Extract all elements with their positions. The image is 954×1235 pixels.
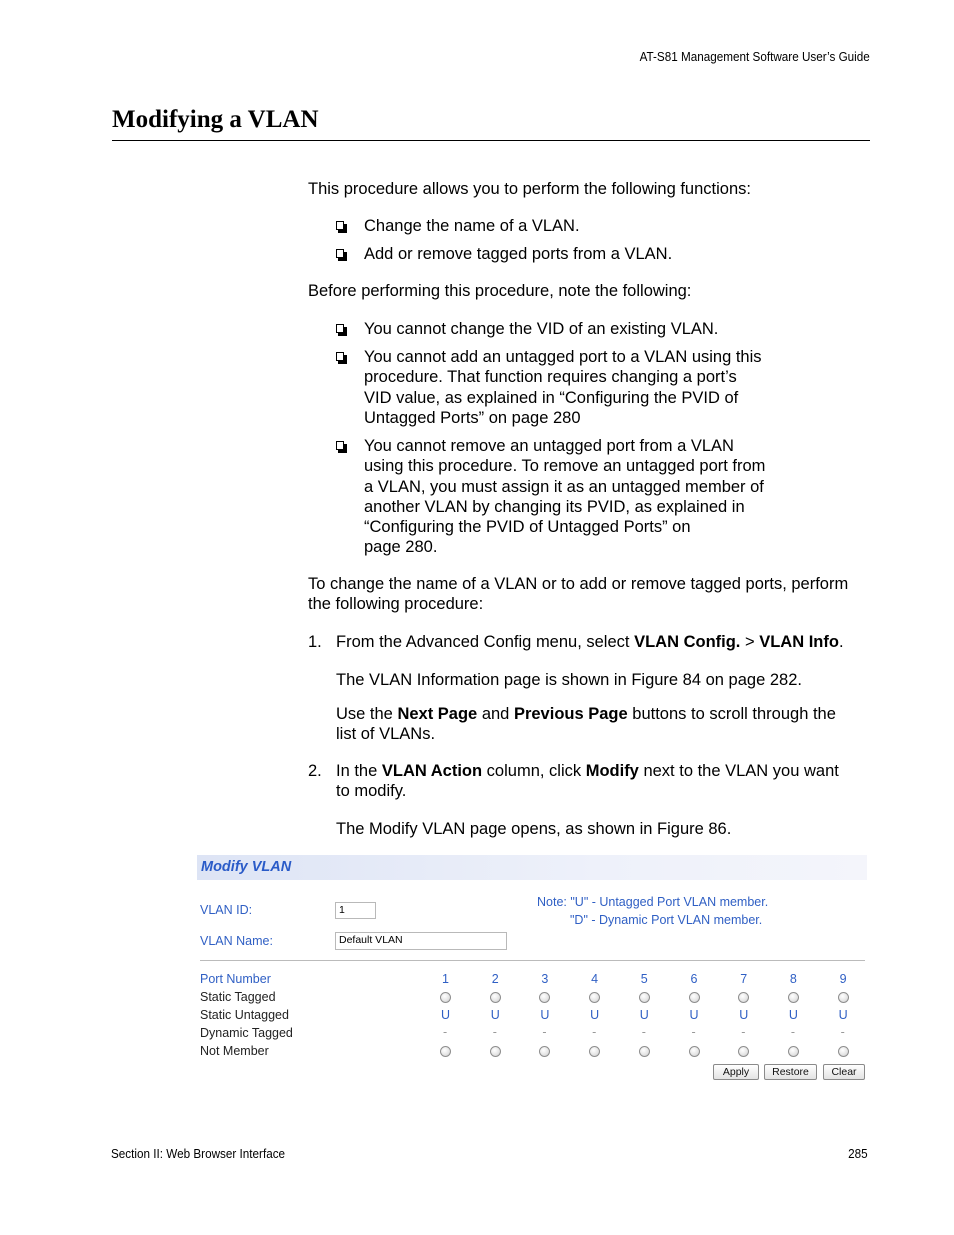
step-1-note-2 <box>336 704 870 745</box>
paragraph-line: the following procedure: <box>308 595 484 614</box>
port-number: 8 <box>789 972 797 986</box>
bullet-line: using this procedure. To remove an untagged port from <box>364 457 766 476</box>
apply-button[interactable]: Apply <box>713 1064 759 1080</box>
not-member-radio[interactable] <box>440 1046 451 1057</box>
vlan-name-field[interactable]: Default VLAN <box>335 932 507 950</box>
port-number: 1 <box>442 972 449 986</box>
section-title: Modifying a VLAN <box>112 106 319 133</box>
not-member-radio[interactable] <box>689 1046 700 1057</box>
not-member-radio[interactable] <box>589 1046 600 1057</box>
dynamic-tagged-value: - <box>790 1025 796 1039</box>
static-tagged-radio[interactable] <box>639 992 650 1003</box>
static-untagged-value: U <box>590 1008 600 1022</box>
paragraph-line: To change the name of a VLAN or to add or remove tagged ports, perform <box>308 575 849 593</box>
bullet-line: procedure. That function requires changing a port’s <box>364 368 737 387</box>
action-name: Modify <box>585 762 639 780</box>
vlan-id-label: VLAN ID: <box>200 903 253 917</box>
intro-paragraph: This procedure allows you to perform the following functions: <box>308 180 751 198</box>
dynamic-tagged-value: - <box>840 1025 845 1039</box>
panel-title: Modify VLAN <box>201 859 292 875</box>
bullet-line: You cannot remove an untagged port from a VLAN <box>364 437 734 455</box>
static-tagged-radio[interactable] <box>738 992 749 1003</box>
not-member-radio[interactable] <box>788 1046 799 1057</box>
bullet-line: You cannot add an untagged port to a VLAN using this <box>364 348 762 366</box>
static-tagged-radio[interactable] <box>838 992 849 1003</box>
checkbox-bullet-icon <box>336 324 344 333</box>
dynamic-tagged-value: - <box>443 1025 448 1039</box>
static-tagged-radio[interactable] <box>689 992 700 1003</box>
static-tagged-radio[interactable] <box>788 992 799 1003</box>
static-untagged-value: U <box>639 1008 649 1022</box>
port-number: 2 <box>491 972 499 986</box>
step-text-part: column, click <box>482 762 586 780</box>
not-member-radio[interactable] <box>539 1046 550 1057</box>
not-member-radio[interactable] <box>490 1046 501 1057</box>
step-text-part: From the Advanced Config menu, select <box>336 633 635 651</box>
step-2-note: The Modify VLAN page opens, as shown in Figure 86. <box>336 820 732 838</box>
checkbox-bullet-icon <box>336 441 344 450</box>
static-tagged-label: Static Tagged <box>200 990 276 1004</box>
checkbox-bullet-icon <box>336 352 344 361</box>
bullet-line: Untagged Ports” on page 280 <box>364 408 581 427</box>
static-untagged-value: U <box>490 1008 500 1022</box>
static-untagged-value: U <box>540 1008 550 1022</box>
step-number: 2. <box>308 762 322 780</box>
note-text-part: Use the <box>336 705 398 723</box>
step-text-part: In the <box>336 762 382 780</box>
dynamic-tagged-value: - <box>691 1025 696 1039</box>
step-text-part: > <box>740 633 760 651</box>
step-number: 1. <box>308 633 322 651</box>
footer-section: Section II: Web Browser Interface <box>111 1146 286 1161</box>
step-text-part: next to the VLAN you want <box>638 762 839 780</box>
title-rule <box>112 140 870 141</box>
checkbox-bullet-icon <box>336 249 344 258</box>
bullet-text: Add or remove tagged ports from a VLAN. <box>364 245 673 263</box>
port-number: 5 <box>640 972 648 986</box>
port-number: 6 <box>690 972 698 986</box>
port-number: 7 <box>740 972 748 986</box>
dynamic-tagged-value: - <box>741 1025 746 1039</box>
not-member-radio[interactable] <box>639 1046 650 1057</box>
form-divider <box>200 960 865 961</box>
lead-in-paragraph <box>308 574 848 615</box>
note-text-part: buttons to scroll through the <box>627 705 836 723</box>
port-number: 3 <box>541 972 549 986</box>
bullet-text <box>364 347 804 428</box>
button-name: Previous Page <box>513 705 628 723</box>
menu-name: VLAN Config. <box>634 633 741 651</box>
menu-item-name: VLAN Info <box>759 633 839 651</box>
static-untagged-value: U <box>788 1008 798 1022</box>
static-untagged-value: U <box>689 1008 699 1022</box>
static-tagged-radio[interactable] <box>539 992 550 1003</box>
legend-note-untagged: Note: "U" - Untagged Port VLAN member. <box>537 895 769 909</box>
note-text-part: and <box>477 705 514 723</box>
bullet-line: page 280. <box>364 538 438 557</box>
column-name: VLAN Action <box>381 762 483 780</box>
static-untagged-value: U <box>838 1008 848 1022</box>
restore-button[interactable]: Restore <box>764 1064 817 1080</box>
modify-vlan-panel <box>197 855 867 1085</box>
vlan-id-field[interactable]: 1 <box>335 902 376 919</box>
page-number: 285 <box>848 1146 868 1161</box>
bullet-line: “Configuring the PVID of Untagged Ports” on <box>364 518 691 537</box>
before-paragraph: Before performing this procedure, note the following: <box>308 282 692 300</box>
step-text-part: to modify. <box>336 782 407 801</box>
bullet-line: VID value, as explained in “Configuring the PVID of <box>364 388 739 407</box>
vlan-name-label: VLAN Name: <box>200 934 273 948</box>
static-untagged-label: Static Untagged <box>200 1008 289 1022</box>
bullet-text: You cannot change the VID of an existing VLAN. <box>364 320 719 338</box>
bullet-line: another VLAN by changing its PVID, as explained in <box>364 497 745 516</box>
port-number: 9 <box>839 972 847 986</box>
bullet-line: a VLAN, you must assign it as an untagged member of <box>364 477 764 496</box>
static-untagged-value: U <box>739 1008 749 1022</box>
checkbox-bullet-icon <box>336 221 344 230</box>
not-member-label: Not Member <box>200 1044 269 1058</box>
static-tagged-radio[interactable] <box>490 992 501 1003</box>
port-number: 4 <box>591 972 599 986</box>
static-tagged-radio[interactable] <box>589 992 600 1003</box>
step-text <box>336 632 870 652</box>
port-number-label: Port Number <box>200 972 271 986</box>
dynamic-tagged-label: Dynamic Tagged <box>200 1026 293 1040</box>
bullet-text <box>364 436 804 558</box>
button-name: Next Page <box>397 705 478 723</box>
static-untagged-value: U <box>441 1008 451 1022</box>
dynamic-tagged-value: - <box>542 1025 547 1039</box>
note-text-part: list of VLANs. <box>336 725 436 744</box>
not-member-radio[interactable] <box>738 1046 749 1057</box>
step-text-part: . <box>838 633 844 651</box>
bullet-text: Change the name of a VLAN. <box>364 217 580 235</box>
step-text <box>336 761 870 802</box>
clear-button[interactable]: Clear <box>823 1064 865 1080</box>
step-1-note: The VLAN Information page is shown in Figure 84 on page 282. <box>336 671 802 689</box>
legend-note-dynamic: "D" - Dynamic Port VLAN member. <box>570 913 763 927</box>
dynamic-tagged-value: - <box>592 1025 597 1039</box>
not-member-radio[interactable] <box>838 1046 849 1057</box>
dynamic-tagged-value: - <box>641 1025 646 1039</box>
running-header: AT-S81 Management Software User’s Guide <box>639 49 870 64</box>
dynamic-tagged-value: - <box>492 1025 497 1039</box>
panel-header <box>197 855 867 880</box>
static-tagged-radio[interactable] <box>440 992 451 1003</box>
